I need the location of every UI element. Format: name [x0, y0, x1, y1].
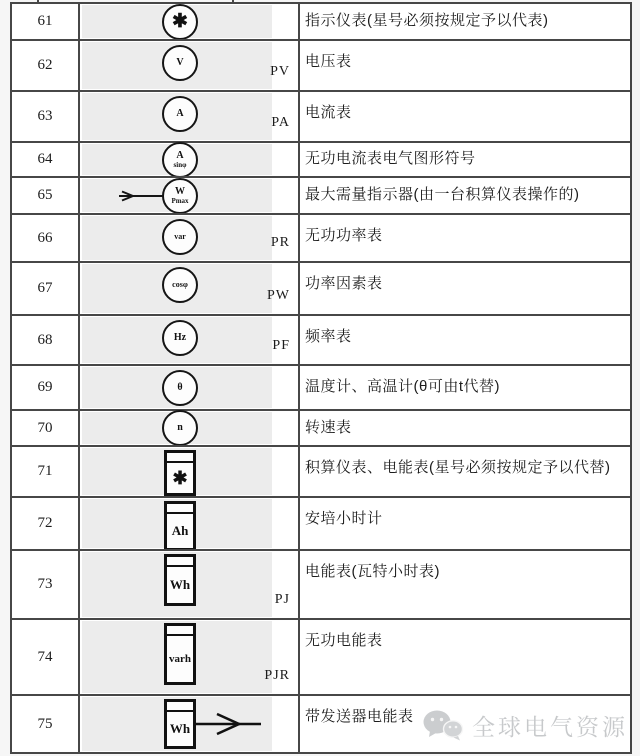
symbol-label: PA — [271, 115, 290, 130]
symbol-text: A — [176, 108, 184, 119]
symbol-text: Ah — [171, 523, 189, 538]
symbol-rect-top-strip — [167, 702, 193, 712]
row-description: 温度计、高温计(θ可由t代替) — [305, 378, 501, 396]
row-description: 电压表 — [305, 53, 352, 70]
symbol-rect — [164, 623, 196, 685]
row-description: 无功功率表 — [305, 227, 383, 244]
symbol-rect — [164, 699, 196, 749]
row-number: 63 — [12, 92, 80, 141]
wechat-icon — [422, 708, 464, 742]
transmitter-arrow-icon — [193, 711, 263, 737]
symbol-text: varh — [169, 653, 191, 665]
table-row — [12, 549, 630, 618]
symbol-subtext: Pmax — [171, 196, 189, 205]
row-description: 安培小时计 — [305, 510, 383, 527]
table-row — [12, 2, 630, 39]
symbol-rect — [164, 450, 196, 496]
symbol-cell — [80, 498, 300, 549]
row-description: 功率因素表 — [305, 275, 383, 292]
symbol-cell — [80, 92, 300, 141]
row-description: 积算仪表、电能表(星号必须按规定予以代替) — [305, 459, 611, 476]
symbol-circle — [162, 45, 198, 81]
table-row — [12, 314, 630, 364]
row-description: 指示仪表(星号必须按规定予以代表) — [305, 12, 549, 30]
symbol-label: PJR — [264, 668, 290, 683]
table-row — [12, 496, 630, 549]
symbol-text: A — [176, 149, 184, 161]
symbol-text: V — [176, 57, 184, 68]
meter-arrow-icon — [118, 188, 164, 204]
row-number: 65 — [12, 178, 80, 213]
symbol-label: PF — [272, 338, 290, 353]
watermark-text: 全球电气资源 — [472, 713, 628, 740]
symbol-label: PJ — [274, 592, 290, 607]
symbol-cell — [80, 447, 300, 496]
symbol-cell — [80, 178, 300, 213]
symbol-cell — [80, 263, 300, 314]
row-number: 75 — [12, 696, 80, 752]
row-description: 无功电能表 — [305, 632, 383, 649]
symbol-subtext: sinφ — [173, 160, 187, 169]
symbol-rect — [164, 554, 196, 606]
row-number: 66 — [12, 215, 80, 261]
table-row — [12, 445, 630, 496]
table-row — [12, 618, 630, 694]
symbol-text: Wh — [169, 577, 191, 592]
symbol-table — [10, 2, 632, 754]
symbol-circle — [162, 320, 198, 356]
symbol-cell — [80, 620, 300, 694]
symbol-circle — [162, 178, 198, 214]
symbol-circle — [162, 4, 198, 40]
row-number: 73 — [12, 551, 80, 618]
row-number: 64 — [12, 143, 80, 176]
watermark — [422, 708, 628, 742]
table-row — [12, 176, 630, 213]
symbol-label: PV — [270, 64, 290, 79]
row-number: 72 — [12, 498, 80, 549]
row-description: 电能表(瓦特小时表) — [305, 563, 440, 580]
table-row — [12, 261, 630, 314]
symbol-cell — [80, 316, 300, 364]
symbol-cell — [80, 696, 300, 752]
row-description: 带发送器电能表 — [305, 708, 414, 725]
row-number: 61 — [12, 4, 80, 39]
symbol-rect-top-strip — [167, 453, 193, 463]
row-number: 70 — [12, 411, 80, 445]
table-row — [12, 409, 630, 445]
symbol-cell — [80, 4, 300, 39]
row-description: 无功电流表电气图形符号 — [305, 150, 476, 168]
symbol-circle — [162, 96, 198, 132]
row-number: 68 — [12, 316, 80, 364]
row-description: 频率表 — [305, 328, 352, 345]
table-row — [12, 141, 630, 176]
symbol-rect-top-strip — [167, 557, 193, 567]
symbol-text: Hz — [173, 332, 187, 343]
row-number: 69 — [12, 366, 80, 409]
symbol-rect — [164, 501, 196, 551]
symbol-text: ✱ — [172, 10, 188, 32]
row-number: 74 — [12, 620, 80, 694]
row-description: 电流表 — [305, 104, 352, 121]
symbol-label: PW — [267, 288, 290, 303]
table-row — [12, 90, 630, 141]
symbol-text: θ — [177, 381, 183, 393]
symbol-label: PR — [270, 235, 290, 250]
symbol-circle — [162, 370, 198, 406]
symbol-cell — [80, 366, 300, 409]
row-number: 62 — [12, 41, 80, 90]
symbol-rect-top-strip — [167, 504, 193, 514]
table-row — [12, 39, 630, 90]
symbol-text: ✱ — [172, 467, 188, 488]
row-description: 最大需量指示器(由一台积算仪表操作的) — [305, 186, 580, 204]
symbol-circle — [162, 410, 198, 446]
symbol-text: W — [175, 185, 185, 197]
table-row — [12, 213, 630, 261]
symbol-circle — [162, 142, 198, 178]
row-number: 71 — [12, 447, 80, 496]
symbol-circle — [162, 267, 198, 303]
symbol-text: var — [174, 232, 186, 241]
symbol-cell — [80, 215, 300, 261]
symbol-text: cosφ — [172, 280, 188, 289]
symbol-text: Wh — [169, 721, 191, 736]
symbol-text: n — [177, 422, 183, 433]
row-description: 转速表 — [305, 418, 352, 436]
symbol-cell — [80, 411, 300, 445]
symbol-circle — [162, 219, 198, 255]
symbol-cell — [80, 41, 300, 90]
table-row — [12, 364, 630, 409]
symbol-rect-top-strip — [167, 626, 193, 636]
row-number: 67 — [12, 263, 80, 314]
symbol-cell — [80, 551, 300, 618]
symbol-cell — [80, 143, 300, 176]
